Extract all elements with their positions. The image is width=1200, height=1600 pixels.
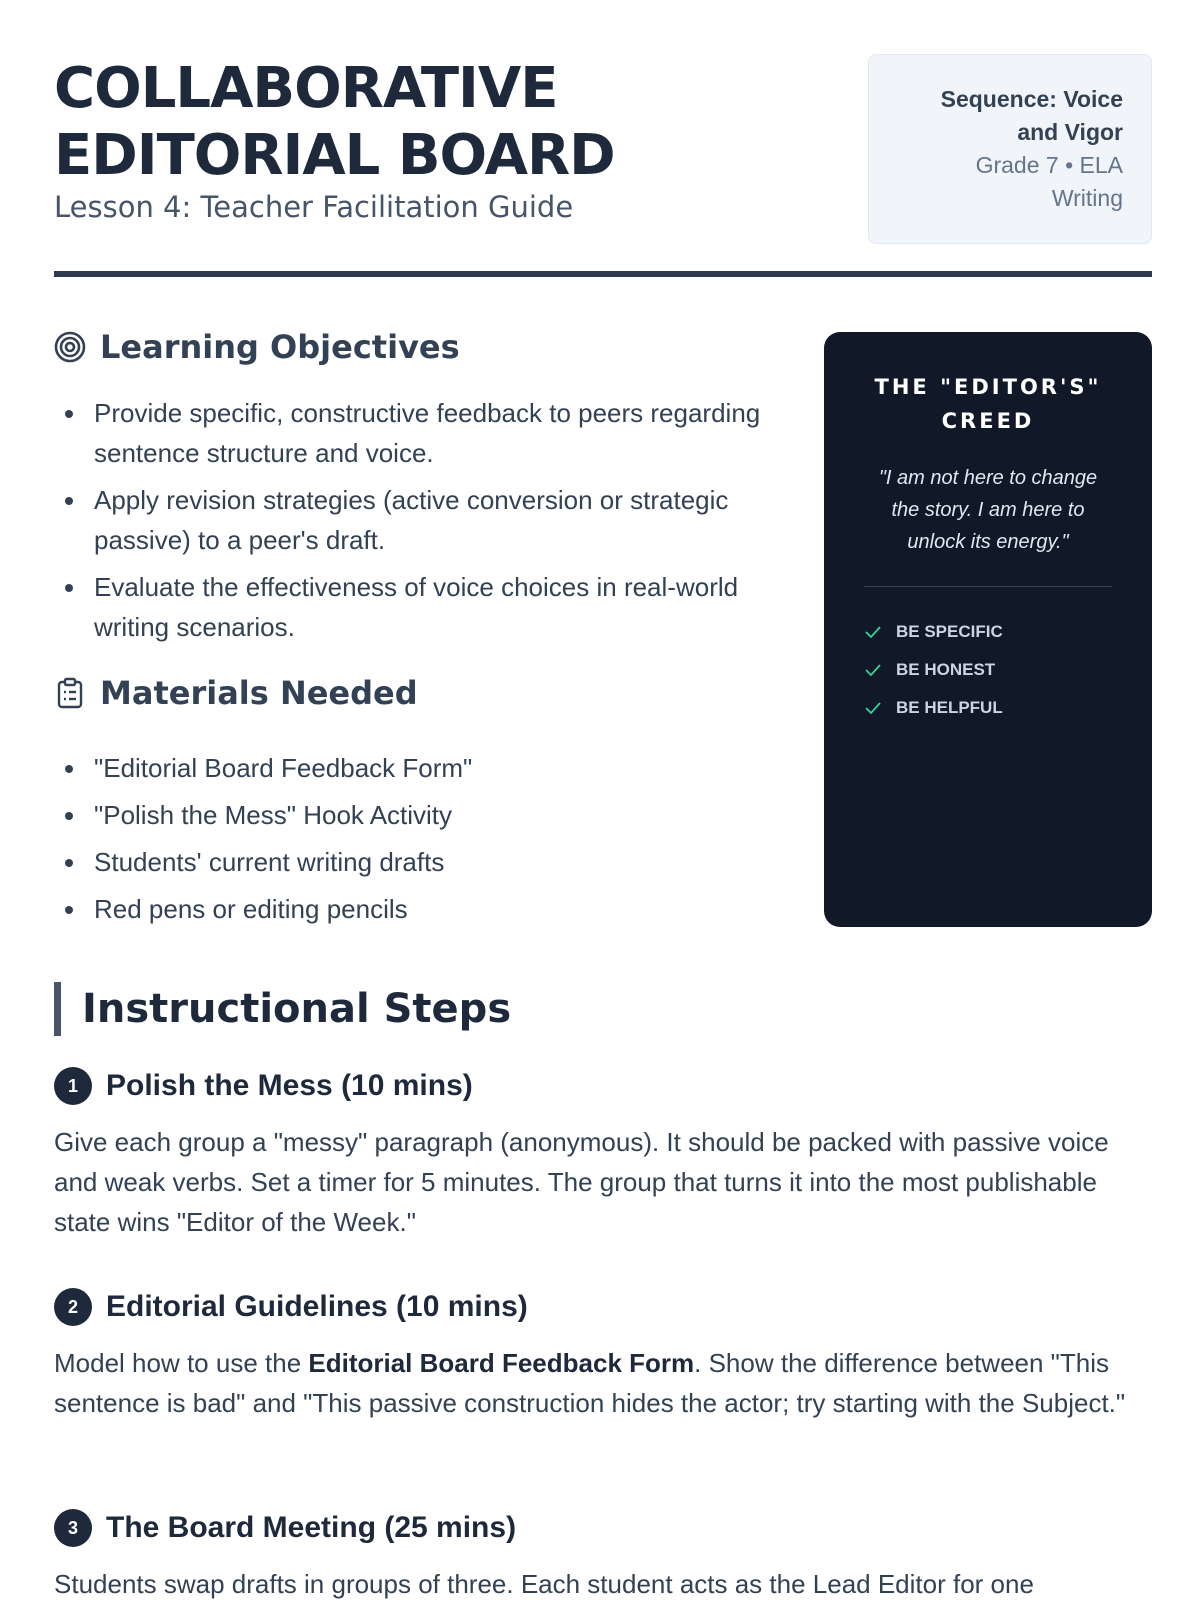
header-divider (54, 271, 1152, 277)
grade-label-line2: Writing (1051, 185, 1123, 211)
steps-heading (54, 982, 511, 1036)
step-body-text: Model how to use the (54, 1348, 309, 1378)
step-1 (54, 1065, 1152, 1242)
step-body-text: . Show the difference between "This sentence is bad" and "This passive construction hides the actor; try starting with the Subject." (54, 1348, 1126, 1418)
creed-title (864, 370, 1112, 438)
list-item: Red pens or editing pencils (54, 889, 774, 929)
page-title-line1: COLLABORATIVE (54, 56, 558, 121)
sequence-name-line2: and Vigor (1017, 119, 1123, 145)
step-3 (54, 1507, 1152, 1600)
materials-heading (54, 671, 418, 715)
sequence-info-box (868, 54, 1152, 244)
steps-accent-bar (54, 982, 61, 1036)
clipboard-icon (54, 677, 86, 709)
creed-item-label: BE SPECIFIC (896, 622, 1003, 641)
creed-quote: "I am not here to change the story. I am here to unlock its energy." (878, 467, 1098, 553)
creed-title-line2: CREED (941, 409, 1035, 433)
page-title-line2: EDITORIAL BOARD (54, 123, 615, 188)
materials-list (54, 748, 774, 936)
creed-item-label: BE HELPFUL (896, 698, 1003, 717)
grade-label-line1: Grade 7 • ELA (975, 152, 1123, 178)
feedback-form-reference: Editorial Board Feedback Form (308, 1348, 695, 1378)
step-title: Editorial Guidelines (10 mins) (106, 1290, 528, 1323)
materials-title: Materials Needed (100, 674, 418, 712)
objectives-heading (54, 325, 460, 369)
creed-item (864, 613, 1112, 651)
creed-item (864, 689, 1112, 727)
page-header (54, 0, 1152, 278)
page-subtitle: Lesson 4: Teacher Facilitation Guide (54, 190, 574, 224)
creed-divider (864, 586, 1112, 587)
creed-item (864, 651, 1112, 689)
editors-creed-card (824, 332, 1152, 927)
creed-item-label: BE HONEST (896, 660, 996, 679)
creed-list (864, 613, 1112, 727)
lesson-page (54, 0, 1152, 1600)
step-number-badge: 2 (54, 1288, 92, 1326)
step-number-badge: 1 (54, 1067, 92, 1105)
list-item: "Editorial Board Feedback Form" (54, 748, 774, 788)
creed-title-line1: THE "EDITOR'S" (874, 375, 1102, 399)
step-number-badge: 3 (54, 1509, 92, 1547)
sequence-name-line1: Sequence: Voice (940, 86, 1123, 112)
step-body: Students swap drafts in groups of three. Each student acts as the Lead Editor for one (54, 1569, 1034, 1599)
list-item: Apply revision strategies (active conversion or strategic passive) to a peer's draft. (54, 480, 774, 560)
check-icon (864, 700, 886, 716)
list-item: Evaluate the effectiveness of voice choices in real-world writing scenarios. (54, 567, 774, 647)
step-title: Polish the Mess (10 mins) (106, 1069, 473, 1102)
target-icon (54, 331, 86, 363)
step-header (54, 1286, 1152, 1328)
list-item: Students' current writing drafts (54, 842, 774, 882)
step-2 (54, 1286, 1152, 1423)
objectives-list (54, 393, 774, 654)
list-item: Provide specific, constructive feedback to peers regarding sentence structure and voice. (54, 393, 774, 473)
check-icon (864, 624, 886, 640)
check-icon (864, 662, 886, 678)
step-body (54, 1343, 1152, 1423)
step-title: The Board Meeting (25 mins) (106, 1511, 517, 1544)
list-item: "Polish the Mess" Hook Activity (54, 795, 774, 835)
step-header (54, 1065, 1152, 1107)
step-header (54, 1507, 1152, 1549)
step-body: Give each group a "messy" paragraph (anonymous). It should be packed with passive voice and weak verbs. Set a timer for 5 minutes. The group that turns it into the most publishable state wins "Editor of the Week." (54, 1127, 1109, 1237)
page-title (54, 55, 814, 189)
objectives-title: Learning Objectives (100, 328, 460, 366)
steps-title: Instructional Steps (82, 986, 512, 1032)
